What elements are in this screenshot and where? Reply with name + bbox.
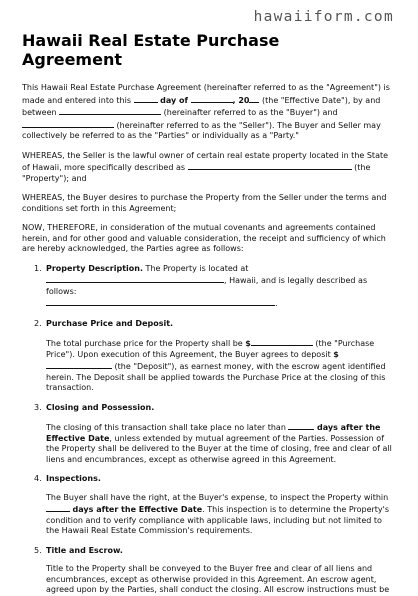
legal-description-blank[interactable] xyxy=(46,297,275,306)
seller-name-blank[interactable] xyxy=(22,119,114,128)
section-heading: Title and Escrow. xyxy=(46,545,123,555)
section-1-text-1: The Property is located at xyxy=(143,263,249,273)
month-blank[interactable] xyxy=(191,94,233,103)
year-blank[interactable] xyxy=(249,94,259,103)
section-number: 1. xyxy=(34,263,42,273)
section-1-text-2: , Hawaii, and is legally described as follows: xyxy=(46,276,368,296)
section-heading: Inspections. xyxy=(46,474,101,483)
whereas1-text-1: WHEREAS, the Seller is the lawful owner of certain real estate property located in the State of Hawaii, more specifically described as xyxy=(22,150,389,172)
section-4-text-2: . This inspection is to determine the Property's condition and to verify compliance with applicable laws, including but not limited to the Hawaii Real Estate Commission's requirements. xyxy=(46,505,390,535)
closing-days-label: days after the Effective Date xyxy=(46,423,381,443)
section-number: 4. xyxy=(34,474,42,483)
now-therefore-paragraph: NOW, THEREFORE, in consideration of the mutual covenants and agreements contained herein, and for other good and valuable consideration, the receipt and sufficiency of which are hereby acknowledged, the Parties agree as follows: xyxy=(22,223,386,253)
section-number: 3. xyxy=(34,402,42,412)
inspection-days-blank[interactable] xyxy=(46,503,70,512)
whereas-buyer-paragraph: WHEREAS, the Buyer desires to purchase the Property from the Seller under the terms and conditions set forth in this Agreement; xyxy=(22,193,387,213)
property-address-blank[interactable] xyxy=(46,274,224,283)
buyer-name-blank[interactable] xyxy=(59,106,161,115)
currency-symbol: $ xyxy=(333,349,339,359)
section-3 xyxy=(22,403,396,414)
intro-text-4: (hereinafter referred to as the "Seller"). The Buyer and Seller may collectively be referred to as the "Parties" or individually as a "Party." xyxy=(22,120,381,140)
section-number: 2. xyxy=(34,318,42,328)
inspection-days-label: days after the Effective Date xyxy=(72,505,203,514)
section-2-text-3: (the "Deposit"), as earnest money, with the escrow agent identified herein. The Deposit shall be applied towards the Purchase Price at the closing of this transaction. xyxy=(46,362,386,392)
section-3-text-1: The closing of this transaction shall take place no later than xyxy=(46,423,289,432)
section-5-paragraph: Title to the Property shall be conveyed to the Buyer free and clear of all liens and encumbrances, except as otherwise provided in this Agreement. An escrow agent, agreed upon by the Parties, shall conduct the closing. All escrow instructions must be xyxy=(46,564,390,594)
site-watermark: hawaiiform.com xyxy=(253,9,394,25)
section-heading: Purchase Price and Deposit. xyxy=(46,318,174,328)
section-1: 1. Property Description. The Property is located at , Hawaii, and is legally described as follows: . xyxy=(22,264,396,310)
intro-paragraph xyxy=(22,83,396,142)
whereas-owner-paragraph xyxy=(22,151,396,185)
section-2-text-1: The total purchase price for the Property shall be xyxy=(46,339,246,348)
section-2-text-2: (the "Purchase Price"). Upon execution of this Agreement, the Buyer agrees to deposit xyxy=(46,339,375,359)
section-5 xyxy=(22,546,396,557)
section-2-paragraph xyxy=(46,337,396,394)
year-prefix: , 20 xyxy=(232,95,250,105)
section-4-text-1: The Buyer shall have the right, at the Buyer's expense, to inspect the Property within xyxy=(46,492,389,502)
whereas1-text-2: (the "Property"); and xyxy=(22,163,371,183)
section-3-text-2: , unless extended by mutual agreement of the Parties. Possession of the Property shall be delivered to the Buyer at the time of closing, free and clear of all liens and encumbrances, except as otherwise agreed in this Agreement. xyxy=(46,433,392,464)
document-title: Hawaii Real Estate Purchase Agreement xyxy=(22,31,280,69)
section-4-paragraph xyxy=(46,493,396,537)
section-3-paragraph xyxy=(46,421,396,465)
intro-text-2: (the "Effective Date"), by and between xyxy=(22,95,381,117)
property-description-blank[interactable] xyxy=(188,161,352,170)
purchase-price-blank[interactable] xyxy=(251,337,313,346)
section-heading: Property Description. xyxy=(46,263,144,273)
deposit-blank[interactable] xyxy=(46,360,112,369)
intro-text-3: (hereinafter referred to as the "Buyer") and xyxy=(161,108,338,117)
day-blank[interactable] xyxy=(134,94,158,103)
intro-text-1: This Hawaii Real Estate Purchase Agreement (hereinafter referred to as the "Agreement") is made and entered into this xyxy=(22,83,390,105)
section-2 xyxy=(22,319,396,330)
day-of-label: day of xyxy=(160,95,188,105)
currency-symbol: $ xyxy=(245,339,251,348)
section-4 xyxy=(22,474,396,485)
section-number: 5. xyxy=(34,545,42,555)
closing-days-blank[interactable] xyxy=(288,421,314,430)
section-heading: Closing and Possession. xyxy=(46,402,155,412)
